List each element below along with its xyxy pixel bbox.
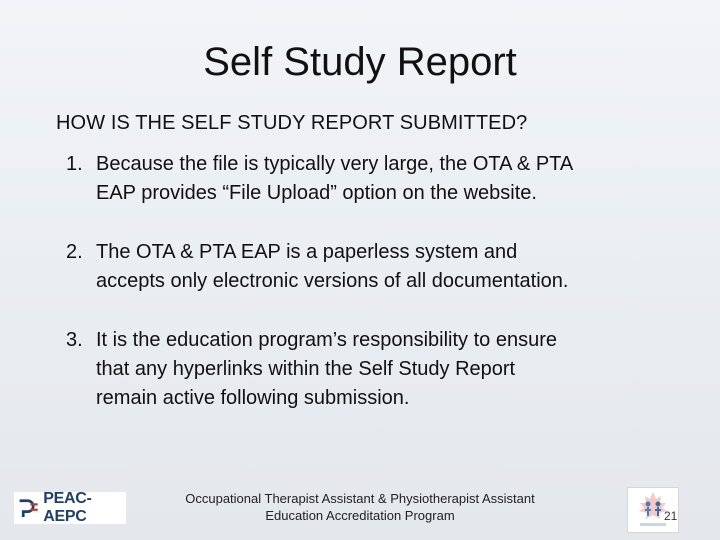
page-number: 21 (664, 509, 678, 523)
peac-aepc-logo (14, 492, 126, 524)
logo-text: PEAC-AEPC (43, 490, 92, 525)
list-text: It is the education program’s responsibility to ensure that any hyperlinks within the Self Study Report remain active following submission. (96, 329, 557, 409)
list-text: Because the file is typically very large, the OTA & PTA EAP provides “File Upload” option on the website. (96, 153, 573, 204)
footer-line-2: Education Accreditation Program (265, 508, 455, 523)
list-text: The OTA & PTA EAP is a paperless system and accepts only electronic versions of all documentation. (96, 241, 569, 292)
numbered-list (66, 150, 606, 413)
list-number: 3. (66, 329, 83, 351)
list-item (66, 326, 606, 413)
section-heading: HOW IS THE SELF STUDY REPORT SUBMITTED? (56, 112, 528, 134)
footer-line-1: Occupational Therapist Assistant & Physiotherapist Assistant (185, 491, 535, 506)
list-item (66, 238, 606, 296)
list-item (66, 150, 606, 208)
peac-logo-icon (16, 494, 41, 522)
slide-title: Self Study Report (203, 40, 517, 84)
footer-organization (170, 490, 550, 524)
list-number: 1. (66, 153, 83, 175)
list-number: 2. (66, 241, 83, 263)
